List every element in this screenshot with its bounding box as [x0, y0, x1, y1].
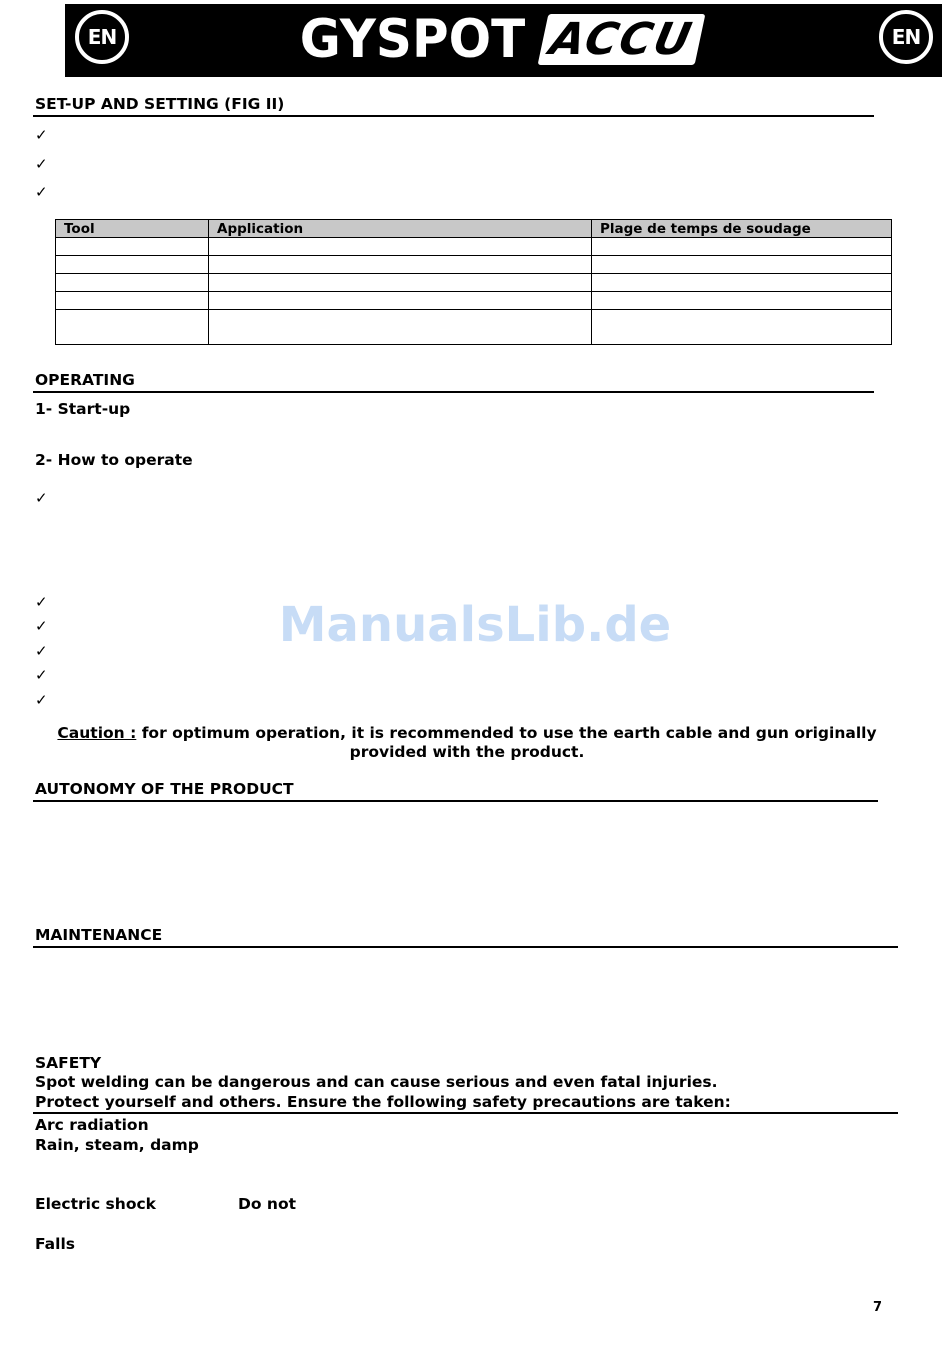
maintenance-heading: MAINTENANCE	[35, 926, 163, 944]
caution-line-1	[35, 724, 899, 743]
table-cell	[592, 274, 892, 292]
caution-label: Caution :	[57, 724, 137, 742]
table-header-tool: Tool	[56, 220, 209, 238]
table-cell	[592, 310, 892, 345]
check-icon: ✓	[35, 489, 48, 507]
logo-main-text: GYSPOT	[299, 8, 526, 70]
table-row	[56, 238, 892, 256]
arc-radiation-label: Arc radiation	[35, 1116, 149, 1134]
electric-shock-label: Electric shock	[35, 1195, 156, 1213]
table-row	[56, 274, 892, 292]
caution-text-2: provided with the product.	[349, 743, 585, 761]
howto-subheading: 2- How to operate	[35, 451, 193, 469]
check-icon: ✓	[35, 691, 48, 709]
table-cell	[56, 292, 209, 310]
language-badge-right: EN	[879, 10, 933, 64]
safety-heading-rule	[33, 1112, 898, 1114]
table-cell	[592, 292, 892, 310]
operating-heading-rule	[33, 391, 874, 393]
do-not-label: Do not	[238, 1195, 297, 1213]
watermark: ManualsLib.de	[278, 597, 672, 653]
safety-line-2: Protect yourself and others. Ensure the following safety precautions are taken:	[35, 1093, 731, 1111]
check-icon: ✓	[35, 642, 48, 660]
table-cell	[592, 256, 892, 274]
setup-heading: SET-UP AND SETTING (FIG II)	[35, 95, 285, 113]
table-cell	[56, 238, 209, 256]
operating-heading: OPERATING	[35, 371, 135, 389]
table-cell	[209, 274, 592, 292]
table-cell	[56, 256, 209, 274]
table-row	[56, 256, 892, 274]
table-cell	[209, 238, 592, 256]
table-cell	[209, 256, 592, 274]
table-cell	[56, 310, 209, 345]
check-icon: ✓	[35, 666, 48, 684]
logo-accu-text: ACCU	[538, 14, 706, 65]
falls-label: Falls	[35, 1235, 75, 1253]
safety-line-1: Spot welding can be dangerous and can cause serious and even fatal injuries.	[35, 1073, 718, 1091]
table-cell	[209, 310, 592, 345]
table-cell	[592, 238, 892, 256]
autonomy-heading: AUTONOMY OF THE PRODUCT	[35, 780, 294, 798]
caution-note	[35, 724, 899, 762]
table-header-welding-time: Plage de temps de soudage	[592, 220, 892, 238]
check-icon: ✓	[35, 593, 48, 611]
product-logo	[240, 6, 760, 72]
table-row	[56, 292, 892, 310]
check-icon: ✓	[35, 126, 48, 144]
autonomy-heading-rule	[33, 800, 878, 802]
tools-table	[55, 219, 892, 345]
check-icon: ✓	[35, 155, 48, 173]
table-cell	[209, 292, 592, 310]
check-icon: ✓	[35, 183, 48, 201]
rain-steam-label: Rain, steam, damp	[35, 1136, 199, 1154]
table-header-application: Application	[209, 220, 592, 238]
setup-heading-rule	[33, 115, 874, 117]
check-icon: ✓	[35, 617, 48, 635]
table-row	[56, 310, 892, 345]
caution-text-1: for optimum operation, it is recommended to use the earth cable and gun originally	[136, 724, 877, 742]
table-cell	[56, 274, 209, 292]
page-number: 7	[873, 1300, 883, 1315]
startup-subheading: 1- Start-up	[35, 400, 131, 418]
language-badge-left: EN	[75, 10, 129, 64]
table-header-row	[56, 220, 892, 238]
maintenance-heading-rule	[33, 946, 898, 948]
safety-heading: SAFETY	[35, 1054, 102, 1072]
